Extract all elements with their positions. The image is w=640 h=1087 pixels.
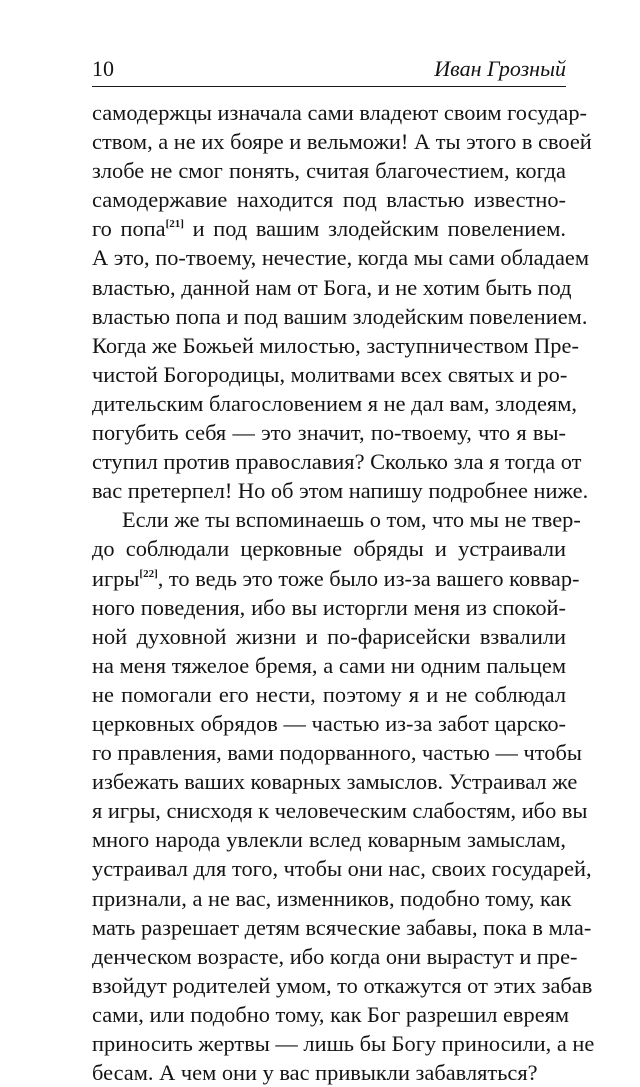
text-line [92,476,589,505]
text-line [92,825,566,854]
text-segment: властью попа и под вашим злодейским повелением. [92,303,588,329]
text-segment: бесам. А чем они у вас привыкли забавляться? [92,1060,538,1086]
text-segment: не помогали его нести, поэтому я и не соблюдал [92,681,566,707]
text-line [92,156,566,185]
text-line [92,418,566,447]
text-line [92,709,566,738]
text-segment: церковных обрядов — частью из-за забот царско- [92,710,566,736]
text-line [92,913,592,942]
text-line [92,447,582,476]
text-line [92,971,593,1000]
text-line [92,185,566,214]
text-segment: ством, а не их бояре и вельможи! А ты этого в своей [92,129,592,155]
text-segment: дительским благословением я не дал вам, злодеям, [92,390,577,416]
text-line [92,884,572,913]
text-line [92,534,566,563]
footnote-reference: [21] [165,218,184,231]
body-text [92,98,595,1087]
running-title: Иван Грозный [434,56,566,81]
text-line [92,622,566,651]
running-header [92,56,566,87]
text-segment: ступил против православия? Сколько зла я тогда от [92,449,582,475]
text-segment: признали, а не вас, изменников, подобно тому, как [92,885,572,911]
text-line [92,1029,595,1058]
text-segment: на меня тяжелое бремя, а сами ни одним пальцем [92,652,566,678]
text-line [92,302,588,331]
text-line [92,98,587,127]
text-segment: погубить себя — это значит, по-твоему, что я вы- [92,420,566,446]
text-segment: до соблюдали церковные обряды и устраивали [92,536,566,562]
text-line [92,738,582,767]
text-line [92,854,592,883]
footnote-reference: [22] [139,567,158,580]
text-segment: ной духовной жизни и по-фарисейски взвалили [92,623,566,649]
text-line [92,214,566,243]
text-segment: Когда же Божьей милостью, заступничеством Пре- [92,332,579,358]
text-line [92,651,566,680]
text-segment: устраивал для того, чтобы они нас, своих государей, [92,856,592,882]
text-segment: самодержавие находится под властью известно- [92,187,566,213]
text-line [92,680,566,709]
text-segment: А это, по-твоему, нечестие, когда мы сами обладаем [92,245,589,271]
text-segment: я игры, снисходя к человеческим слабостям, ибо вы [92,798,588,824]
text-segment: злобе не смог понять, считая благочестием, когда [92,158,566,184]
text-segment: ного поведения, ибо вы исторгли меня из спокой- [92,594,566,620]
text-segment: го попа [92,216,166,242]
text-line [92,127,592,156]
text-segment: самодержцы изначала сами владеют своим государ- [92,100,587,125]
text-segment: много народа увлекли вслед коварным замыслам, [92,827,566,853]
text-segment: игры [92,565,140,591]
text-line [92,360,566,389]
text-segment: приносить жертвы — лишь бы Богу приносили, а не [92,1031,595,1056]
text-line [92,767,578,796]
text-line [92,942,578,971]
text-segment: избежать ваших коварных замыслов. Устраивал же [92,769,578,795]
text-segment: взойдут родителей умом, то откажутся от этих забав [92,972,593,998]
text-line [92,1058,566,1087]
text-line [92,593,566,622]
text-segment: сами, или подобно тому, как Бог разрешил евреям [92,1001,570,1027]
text-segment: и под вашим злодейским повелением. [192,216,566,242]
text-segment: мать разрешает детям всяческие забавы, пока в мла- [92,914,592,940]
text-segment: , то ведь это тоже было из-за вашего коввар- [157,565,580,591]
text-segment: вас претерпел! Но об этом напишу подробнее ниже. [92,478,589,504]
text-line [92,505,581,534]
text-line [92,564,580,593]
text-line [92,1000,570,1029]
text-segment: денческом возрасте, ибо когда они вырастут и пре- [92,943,578,969]
text-segment: властью, данной нам от Бога, и не хотим быть под [92,274,572,300]
page-number: 10 [92,56,114,81]
text-line [92,389,577,418]
text-line [92,796,588,825]
text-line [92,331,579,360]
text-segment: Если же ты вспоминаешь о том, что мы не твер- [122,507,581,533]
text-line [92,273,572,302]
text-line [92,243,589,272]
text-segment: чистой Богородицы, молитвами всех святых и ро- [92,361,568,387]
text-segment: го правления, вами подорванного, частью — чтобы [92,740,582,766]
